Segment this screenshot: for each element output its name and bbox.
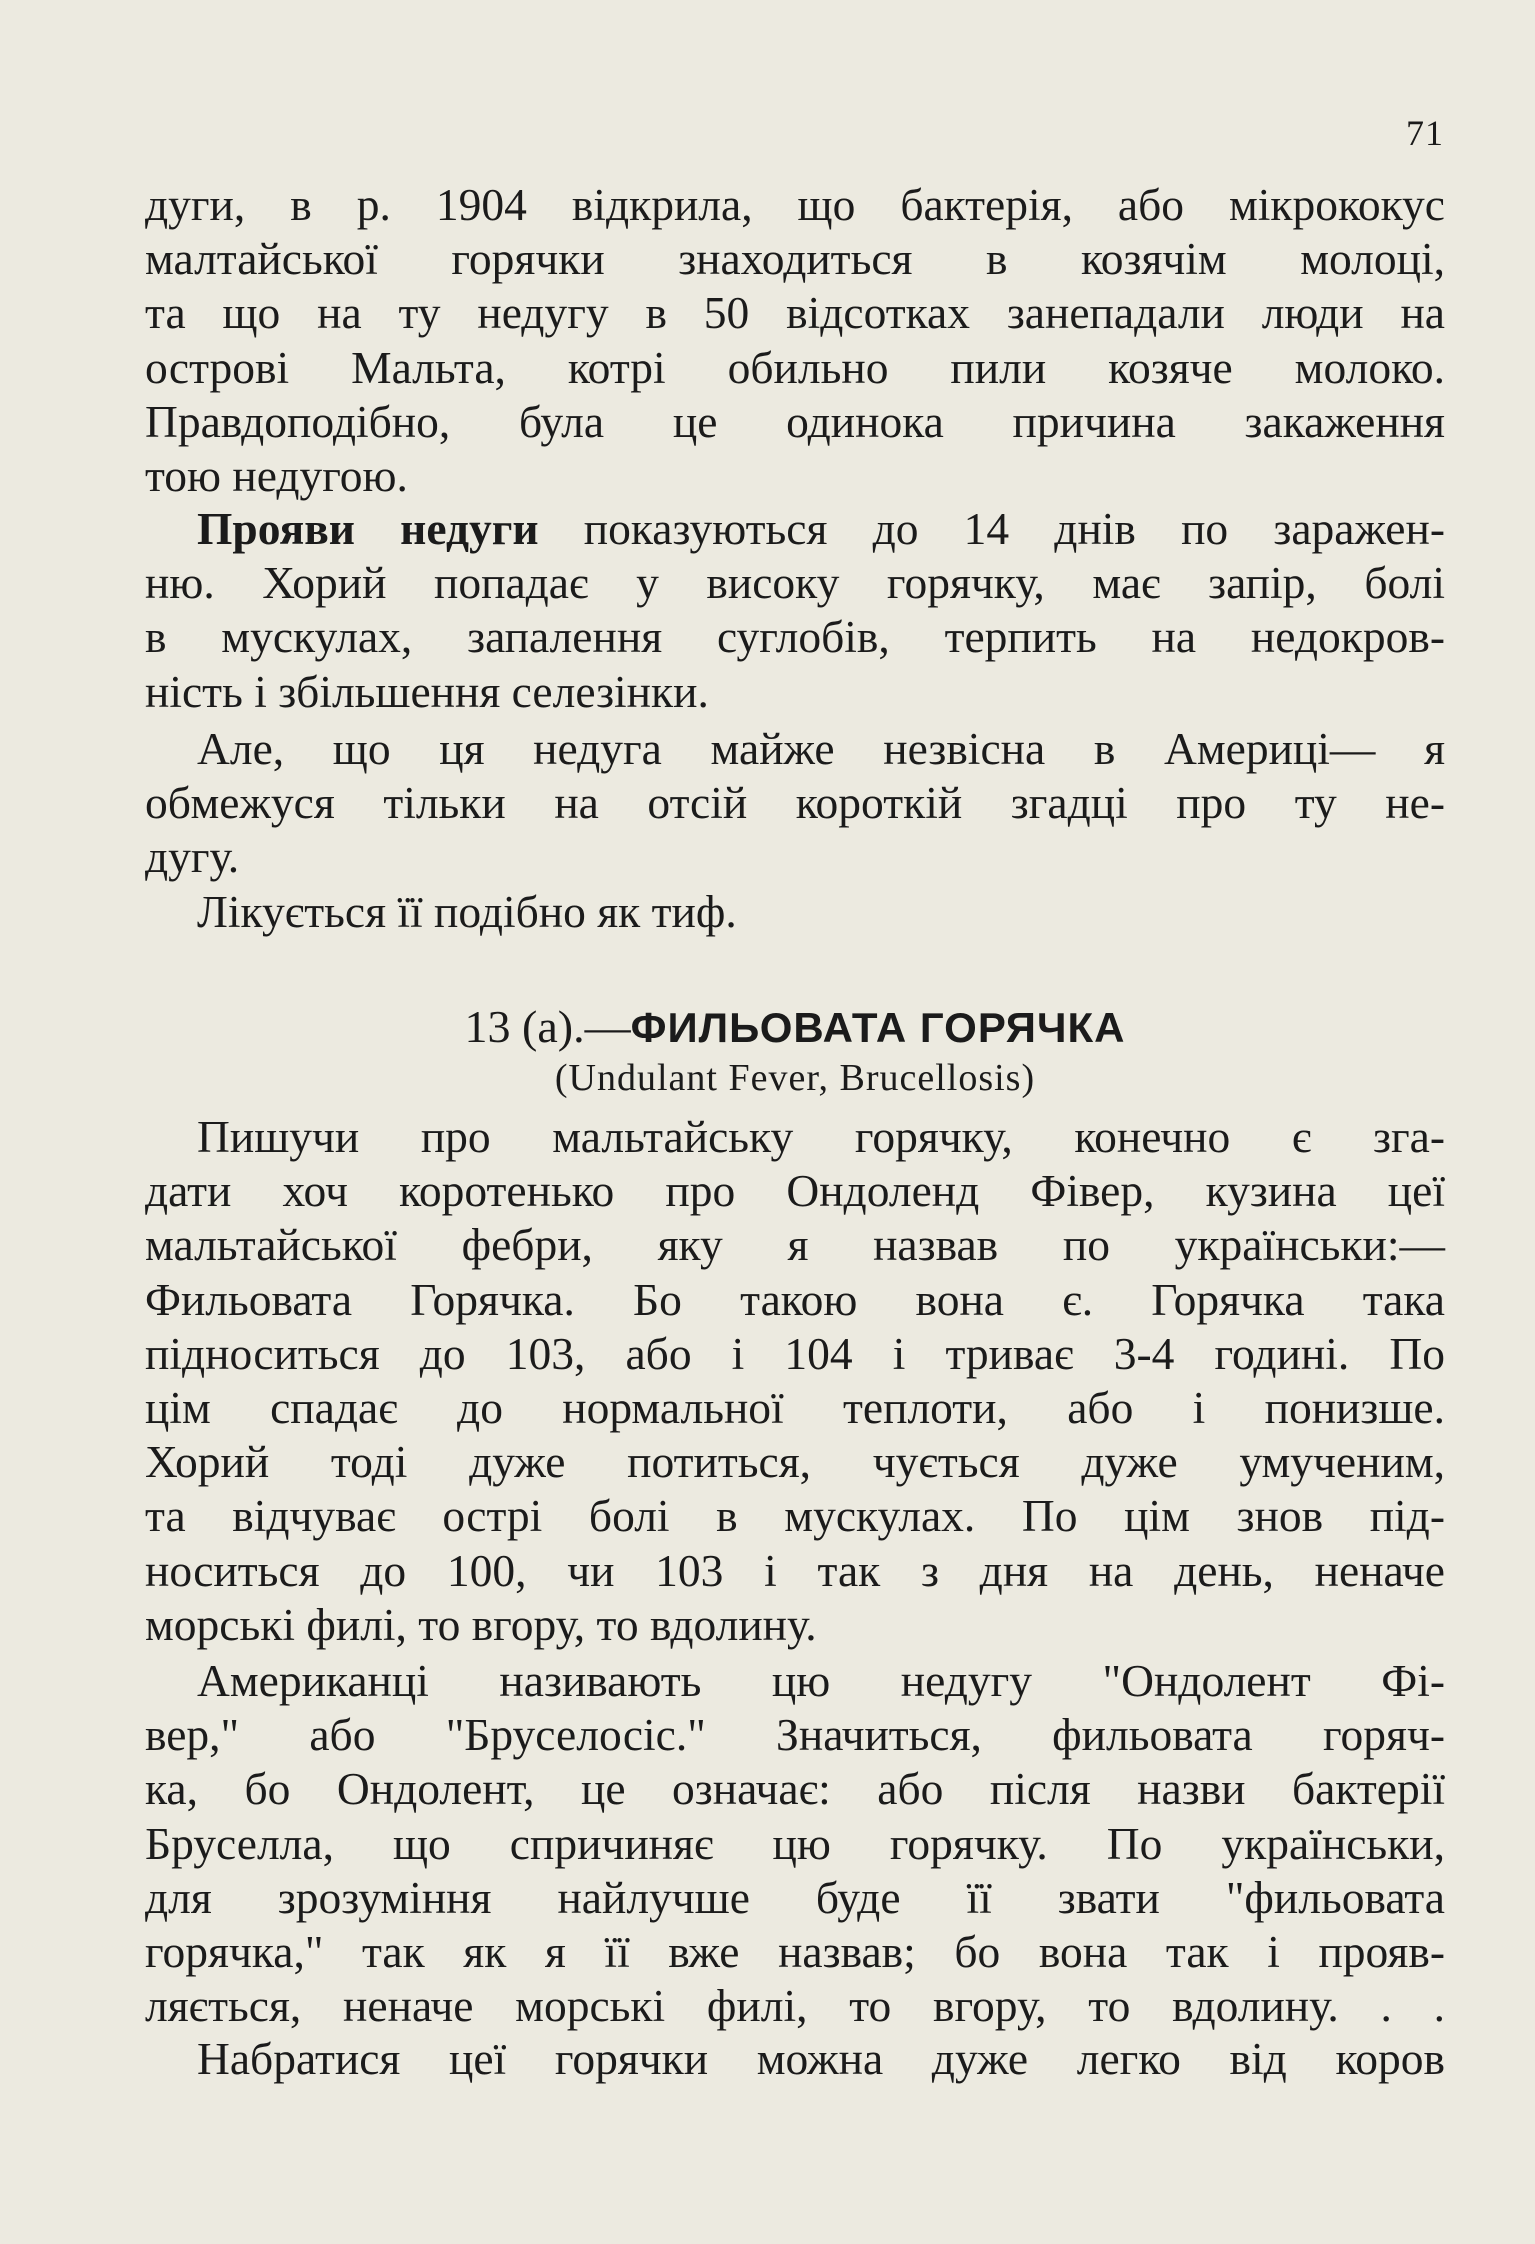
text-line: Пишучи про мальтайську горячку, конечно є зга- <box>197 1111 1445 1162</box>
text-line: обмежуся тільки на отсій короткій згадці про ту не- <box>145 777 1445 829</box>
text-line: дати хоч коротенько про Ондоленд Фівер, кузина цеї <box>145 1165 1445 1217</box>
text-line: мальтайської фебри, яку я назвав по українськи:— <box>145 1219 1445 1271</box>
text-line: вер," або "Бруселосіс." Значиться, фильовата горяч- <box>145 1709 1445 1761</box>
section-number: 13 (а).— <box>464 1001 631 1052</box>
text-line <box>145 502 1445 556</box>
section-heading <box>145 1000 1445 1053</box>
page-number: 71 <box>1406 113 1444 153</box>
text-line: Але, що ця недуга майже незвісна в Америці— я <box>197 723 1445 774</box>
text-line: для зрозуміння найлучше буде її звати "фильовата <box>145 1871 1445 1923</box>
text-line: Лікується її подібно як тиф. <box>197 886 737 937</box>
text-line-rest: показуються до 14 днів по заражен- <box>538 503 1445 554</box>
text-line: Правдоподібно, була це одинока причина закаження <box>145 395 1445 447</box>
text-line: ка, бо Ондолент, це означає: або після назви бактерії <box>145 1763 1445 1815</box>
text-line: носиться до 100, чи 103 і так з дня на день, неначе <box>145 1544 1445 1596</box>
text-line: малтайської горячки знаходиться в козячім молоці, <box>145 233 1445 285</box>
text-line: морські филі, то вгору, то вдолину. <box>145 1598 817 1650</box>
text-line: Бруселла, що спричиняє цю горячку. По українськи, <box>145 1817 1445 1869</box>
paragraph-undulant-fever-description <box>145 1110 1445 1652</box>
text-line: тою недугою. <box>145 450 408 502</box>
text-line: та що на ту недугу в 50 відсотках занепадали люди на <box>145 287 1445 339</box>
text-line: Хорий тоді дуже потиться, чується дуже умученим, <box>145 1436 1445 1488</box>
text-line: ню. Хорий попадає у високу горячку, має запір, болі <box>145 557 1445 609</box>
text-line: Американці називають цю недугу "Ондолент Фі- <box>197 1655 1445 1706</box>
text-line: дугу. <box>145 831 240 883</box>
text-line: горячка," так як я її вже назвав; бо вона так і прояв- <box>145 1926 1445 1978</box>
symptoms-heading: Прояви недуги <box>197 503 539 554</box>
text-line: ляється, неначе морські филі, то вгору, то вдолину. . . <box>145 1980 1445 2032</box>
text-line: острові Мальта, котрі обильно пили козяче молоко. <box>145 341 1445 393</box>
text-line: Набратися цеї горячки можна дуже легко від коров <box>197 2033 1445 2084</box>
section-subtitle: (Undulant Fever, Brucellosis) <box>554 1057 1036 1099</box>
text-line: дуги, в р. 1904 відкрила, що бактерія, або мікрококус <box>145 179 1445 230</box>
paragraph-unknown-in-america <box>145 722 1445 885</box>
paragraph-american-names <box>145 1654 1445 2033</box>
paragraph-infection-source <box>145 2032 1445 2086</box>
text-line: цім спадає до нормальної теплоти, або і понизше. <box>145 1382 1445 1434</box>
text-line: Фильовата Горячка. Бо такою вона є. Горячка така <box>145 1273 1445 1325</box>
paragraph-malta-fever-continuation <box>145 178 1445 503</box>
paragraph-symptoms <box>145 502 1445 719</box>
text-line: ність і збільшення селезінки. <box>145 665 709 717</box>
text-line: підноситься до 103, або і 104 і триває 3-4 годині. По <box>145 1327 1445 1379</box>
paragraph-treatment <box>145 885 1445 939</box>
text-line: в мускулах, запалення суглобів, терпить на недокров- <box>145 611 1445 663</box>
section-title: ФИЛЬОВАТА ГОРЯЧКА <box>630 1004 1126 1051</box>
text-line: та відчуває острі болі в мускулах. По цім знов під- <box>145 1490 1445 1542</box>
